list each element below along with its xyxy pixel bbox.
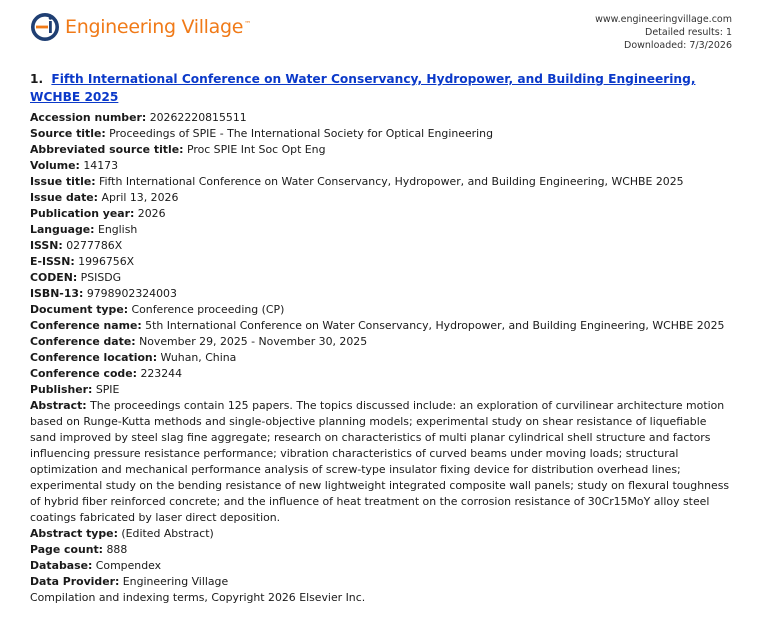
field-row xyxy=(30,270,735,286)
site-url: www.engineeringvillage.com xyxy=(595,14,732,25)
field-row xyxy=(30,398,735,526)
field-row xyxy=(30,302,735,318)
field-label: Data Provider: xyxy=(30,575,120,588)
field-label: E-ISSN: xyxy=(30,255,75,268)
download-date: Downloaded: 7/3/2026 xyxy=(624,40,732,51)
field-label: Issue title: xyxy=(30,175,96,188)
record-title-row xyxy=(30,70,735,106)
field-value: 5th International Conference on Water Conservancy, Hydropower, and Building Engineering, WCHBE 2025 xyxy=(145,319,725,332)
field-value: Wuhan, China xyxy=(160,351,237,364)
record-number: 1. xyxy=(30,72,44,86)
field-row xyxy=(30,254,735,270)
field-row xyxy=(30,542,735,558)
field-value: SPIE xyxy=(95,383,120,396)
field-row xyxy=(30,350,735,366)
field-label: CODEN: xyxy=(30,271,78,284)
field-row xyxy=(30,190,735,206)
field-label: Source title: xyxy=(30,127,106,140)
field-label: Page count: xyxy=(30,543,104,556)
field-value: November 29, 2025 - November 30, 2025 xyxy=(139,335,368,348)
page-header xyxy=(0,0,762,60)
brand-logo[interactable] xyxy=(30,12,251,42)
field-row xyxy=(30,382,735,398)
field-value: Engineering Village xyxy=(122,575,229,588)
results-count: Detailed results: 1 xyxy=(645,27,732,38)
field-label: ISSN: xyxy=(30,239,63,252)
field-row xyxy=(30,334,735,350)
field-label: Conference name: xyxy=(30,319,142,332)
brand-name: Engineering Village™ xyxy=(65,16,251,38)
copyright-notice: Compilation and indexing terms, Copyright 2026 Elsevier Inc. xyxy=(30,591,366,604)
field-row xyxy=(30,126,735,142)
field-label: Language: xyxy=(30,223,95,236)
field-label: Accession number: xyxy=(30,111,147,124)
field-label: Issue date: xyxy=(30,191,99,204)
field-row xyxy=(30,222,735,238)
field-value: Proceedings of SPIE - The International Society for Optical Engineering xyxy=(109,127,493,140)
record xyxy=(30,70,735,606)
field-value: Compendex xyxy=(95,559,162,572)
field-value: 14173 xyxy=(83,159,119,172)
field-label: Database: xyxy=(30,559,93,572)
field-value: PSISDG xyxy=(80,271,122,284)
field-row xyxy=(30,238,735,254)
field-value: (Edited Abstract) xyxy=(121,527,214,540)
field-value: The proceedings contain 125 papers. The topics discussed include: an exploration of curvilinear architecture motion based on Runge-Kutta methods and single-objective planning models; experimental study on shear resistance of liquefiable sand improved by steel slag fine aggregate; research on characteristics of multi planar cylindrical shell structure and factors influencing pressure resistance performance; vibration characteristics of curved beams under moving loads; structural optimization and mechanical performance analysis of screw-type insulator fixing device for distribution overhead lines; experimental study on the bending resistance of new lightweight integrated composite wall panels; study on flexural toughness of hybrid fiber reinforced concrete; and the influence of heat treatment on the corrosion resistance of 30Cr15MoY alloy steel coatings fabricated by laser direct deposition. xyxy=(30,399,730,524)
field-row xyxy=(30,158,735,174)
download-meta xyxy=(595,13,732,52)
field-value: 1996756X xyxy=(78,255,135,268)
field-value: 9798902324003 xyxy=(86,287,177,300)
field-label: Volume: xyxy=(30,159,80,172)
field-row xyxy=(30,366,735,382)
field-label: Publisher: xyxy=(30,383,93,396)
trademark-mark: ™ xyxy=(244,19,251,28)
field-label: Abbreviated source title: xyxy=(30,143,184,156)
field-row xyxy=(30,206,735,222)
field-value: Conference proceeding (CP) xyxy=(131,303,285,316)
field-label: Abstract: xyxy=(30,399,87,412)
field-row xyxy=(30,286,735,302)
record-fields xyxy=(30,110,735,606)
field-value: April 13, 2026 xyxy=(101,191,179,204)
field-label: Publication year: xyxy=(30,207,135,220)
field-value: 2026 xyxy=(137,207,166,220)
field-row xyxy=(30,174,735,190)
field-label: Conference location: xyxy=(30,351,158,364)
record-title-link[interactable]: Fifth International Conference on Water Conservancy, Hydropower, and Building Engineering, WCHBE 2025 xyxy=(30,72,696,104)
field-value: 20262220815511 xyxy=(149,111,247,124)
field-row xyxy=(30,110,735,126)
field-row xyxy=(30,318,735,334)
engineering-village-logo-icon xyxy=(30,12,60,42)
field-row xyxy=(30,526,735,542)
field-label: ISBN-13: xyxy=(30,287,84,300)
field-value: 223244 xyxy=(140,367,183,380)
field-value: Fifth International Conference on Water Conservancy, Hydropower, and Building Engineering, WCHBE 2025 xyxy=(99,175,684,188)
field-list xyxy=(30,110,735,590)
field-row xyxy=(30,574,735,590)
field-row xyxy=(30,142,735,158)
field-value: 888 xyxy=(106,543,128,556)
field-row xyxy=(30,558,735,574)
field-value: 0277786X xyxy=(66,239,123,252)
field-label: Abstract type: xyxy=(30,527,118,540)
field-label: Document type: xyxy=(30,303,129,316)
field-label: Conference code: xyxy=(30,367,137,380)
field-value: English xyxy=(97,223,138,236)
field-label: Conference date: xyxy=(30,335,136,348)
field-value: Proc SPIE Int Soc Opt Eng xyxy=(186,143,326,156)
